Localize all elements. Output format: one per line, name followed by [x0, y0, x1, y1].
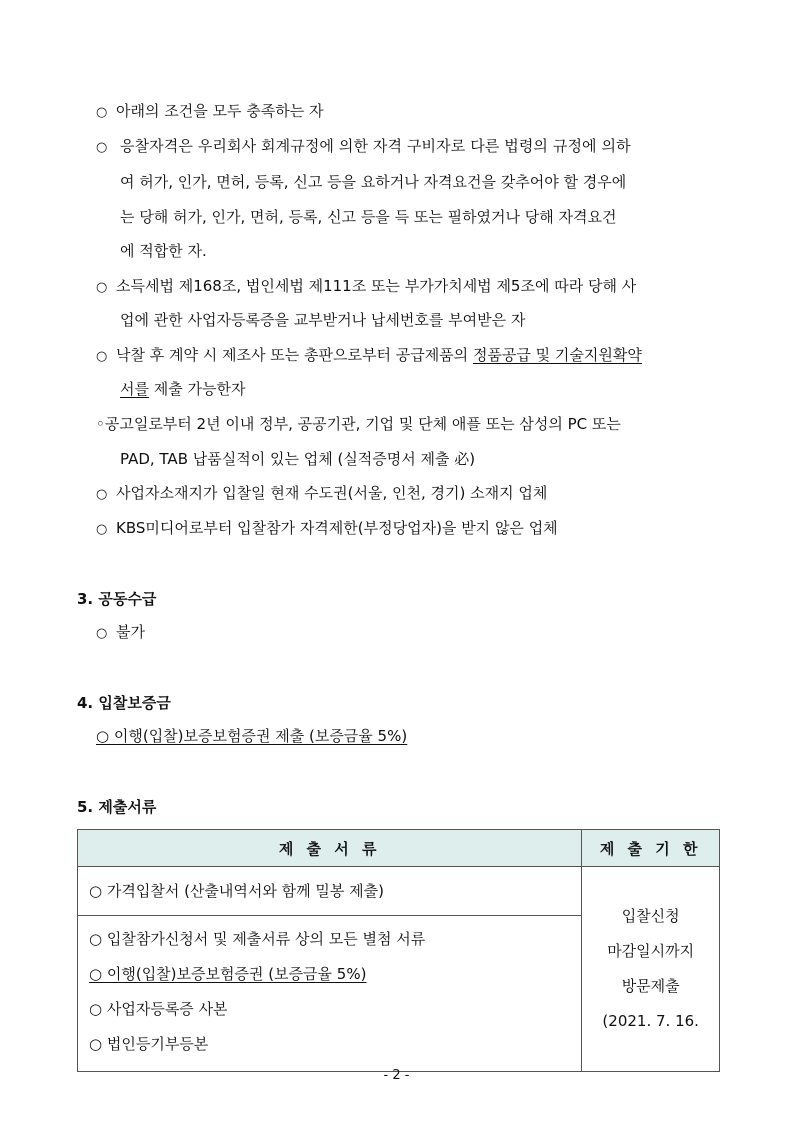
deadline-line-4: (2021. 7. 16.: [602, 1012, 699, 1030]
section-3-heading: 3. 공동수급: [77, 590, 157, 608]
eligibility-item-1: ○ 아래의 조건을 모두 충족하는 자: [96, 101, 323, 123]
eligibility-item-3: ○ 소득세법 제168조, 법인세법 제111조 또는 부가가치세법 제5조에 따라 당해 사: [96, 276, 636, 298]
document-item: ○ 가격입찰서 (산출내역서와 함께 밀봉 제출): [89, 881, 384, 900]
documents-table: [77, 829, 720, 1072]
table-header-row: [78, 830, 720, 867]
bullet-icon: ○: [96, 522, 108, 537]
bullet-icon: ○: [96, 626, 108, 641]
document-item: ○ 입찰참가신청서 및 제출서류 상의 모든 별첨 서류: [89, 930, 426, 948]
eligibility-item-2-line-4: 에 적합한 자.: [120, 242, 207, 260]
header-documents: 제 출 서 류: [78, 830, 582, 867]
bullet-icon: ○: [96, 105, 108, 120]
eligibility-item-2-line-1: 응찰자격은 우리회사 회계규정에 의한 자격 구비자로 다른 법령의 규정에 의하: [120, 137, 631, 155]
section-4-heading: 4. 입찰보증금: [77, 694, 171, 712]
eligibility-item-7: ○ KBS미디어로부터 입찰참가 자격제한(부정당업자)을 받지 않은 업체: [96, 518, 558, 540]
eligibility-item-3-line-2: 업에 관한 사업자등록증을 교부받거나 납세번호를 부여받은 자: [120, 311, 526, 329]
bullet-icon: ○: [96, 349, 108, 364]
section-3-item: ○ 불가: [96, 622, 145, 644]
deadline-line-2: 마감일시까지: [607, 942, 695, 960]
document-item: ○ 사업자등록증 사본: [89, 1000, 228, 1018]
eligibility-item-2: [96, 136, 116, 158]
table-row: [78, 867, 720, 916]
bullet-icon: ○: [96, 140, 108, 155]
section-5-heading: 5. 제출서류: [77, 798, 157, 816]
bullet-icon: ○: [96, 487, 108, 502]
document-item: ○ 법인등기부등본: [89, 1035, 209, 1053]
documents-cell-1: [78, 867, 582, 916]
eligibility-item-2-line-2: 여 허가, 인가, 면허, 등록, 신고 등을 요하거나 자격요건을 갖추어야 할 경우에: [120, 173, 627, 191]
documents-cell-2: [78, 916, 582, 1072]
eligibility-item-4: ○ 낙찰 후 계약 시 제조사 또는 총판으로부터 공급제품의 정품공급 및 기술지원확약: [96, 345, 642, 367]
document-item: ○ 이행(입찰)보증보험증권 (보증금율 5%): [89, 965, 367, 983]
page-number: - 2 -: [383, 1068, 410, 1083]
section-4-item: ○ 이행(입찰)보증보험증권 제출 (보증금율 5%): [96, 727, 408, 745]
deadline-cell: [582, 867, 720, 1072]
deadline-line-1: 입찰신청: [621, 907, 680, 925]
eligibility-item-5: ◦공고일로부터 2년 이내 정부, 공공기관, 기업 및 단체 애플 또는 삼성의 PC 또는: [96, 415, 621, 433]
eligibility-item-2-line-3: 는 당해 허가, 인가, 면허, 등록, 신고 등을 득 또는 필하였거나 당해 자격요건: [120, 208, 617, 226]
bullet-icon: ○: [96, 280, 108, 295]
header-deadline: 제 출 기 한: [582, 830, 720, 867]
eligibility-item-5-line-2: PAD, TAB 납품실적이 있는 업체 (실적증명서 제출 必): [120, 450, 476, 468]
deadline-line-3: 방문제출: [621, 977, 680, 995]
eligibility-item-4-line-2: 서를 제출 가능한자: [120, 380, 246, 398]
eligibility-item-6: ○ 사업자소재지가 입찰일 현재 수도권(서울, 인천, 경기) 소재지 업체: [96, 483, 547, 505]
